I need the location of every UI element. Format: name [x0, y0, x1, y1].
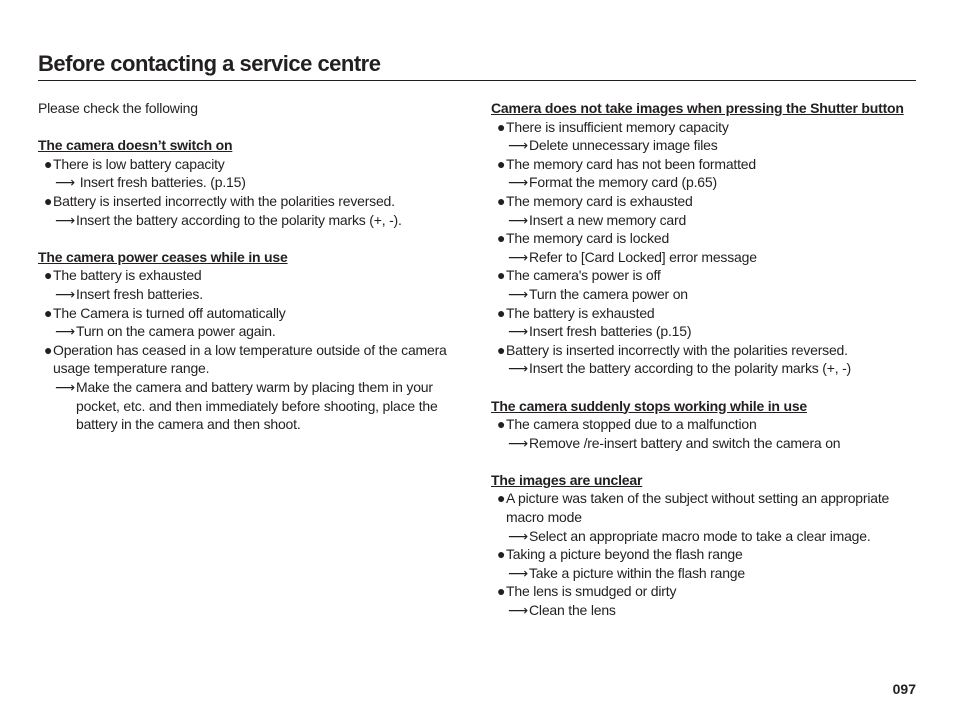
arrow-icon: ⟶ — [508, 434, 528, 451]
solution-text: Insert fresh batteries. — [76, 285, 203, 302]
section-heading: Camera does not take images when pressing the Shutter button — [491, 100, 904, 116]
bullet-icon: ● — [497, 490, 506, 507]
arrow-icon: ⟶ — [508, 137, 528, 154]
item-text: Taking a picture beyond the flash range — [506, 546, 743, 563]
solution-item — [491, 527, 921, 546]
page-number: 097 — [892, 681, 916, 697]
page-title: Before contacting a service centre — [38, 51, 381, 76]
solution-text: Format the memory card (p.65) — [529, 174, 717, 191]
item-text: The battery is exhausted — [506, 304, 655, 321]
section-heading: The images are unclear — [491, 471, 643, 488]
list-item — [491, 155, 921, 174]
arrow-icon: ⟶ — [55, 285, 75, 302]
solution-text: Take a picture within the flash range — [529, 564, 745, 581]
solution-item — [38, 211, 468, 230]
list-item — [38, 192, 468, 211]
bullet-icon: ● — [497, 546, 506, 563]
solution-text-continued: pocket, etc. and then immediately before shooting, place the — [76, 397, 438, 414]
list-item — [491, 192, 921, 211]
right-column — [491, 99, 921, 620]
item-text: Battery is inserted incorrectly with the polarities reversed. — [506, 341, 848, 358]
solution-item — [491, 248, 921, 267]
list-item — [38, 266, 468, 285]
item-text: The camera's power is off — [506, 267, 661, 284]
bullet-icon: ● — [497, 230, 506, 247]
item-text-continued: usage temperature range. — [53, 360, 210, 377]
item-text: There is low battery capacity — [53, 155, 225, 172]
solution-item — [491, 434, 921, 453]
solution-text: Refer to [Card Locked] error message — [529, 248, 757, 265]
item-text: Operation has ceased in a low temperature outside of the camera — [53, 341, 447, 358]
solution-item — [491, 211, 921, 230]
arrow-icon: ⟶ — [55, 174, 75, 191]
section-heading: The camera suddenly stops working while in use — [491, 397, 807, 414]
bullet-icon: ● — [497, 304, 506, 321]
list-item — [491, 415, 921, 434]
item-text: The memory card is locked — [506, 230, 670, 247]
solution-item — [491, 601, 921, 620]
solution-text: Insert a new memory card — [529, 211, 687, 228]
bullet-icon: ● — [44, 155, 53, 172]
bullet-icon: ● — [497, 341, 506, 358]
solution-item — [38, 173, 468, 192]
title-divider — [38, 80, 916, 81]
arrow-icon: ⟶ — [508, 248, 528, 265]
solution-text: Insert the battery according to the polarity marks (+, -). — [76, 211, 402, 228]
solution-text: Insert fresh batteries (p.15) — [529, 323, 692, 340]
item-text: Battery is inserted incorrectly with the polarities reversed. — [53, 192, 395, 209]
section-heading: The camera doesn’t switch on — [38, 137, 233, 154]
arrow-icon: ⟶ — [508, 564, 528, 581]
bullet-icon: ● — [497, 118, 506, 135]
bullet-icon: ● — [44, 192, 53, 209]
solution-item — [491, 173, 921, 192]
bullet-icon: ● — [497, 155, 506, 172]
list-item — [491, 118, 921, 137]
solution-text-continued: battery in the camera and then shoot. — [76, 416, 301, 433]
bullet-icon: ● — [497, 267, 506, 284]
bullet-icon: ● — [44, 267, 53, 284]
solution-item — [491, 136, 921, 155]
item-text: The memory card is exhausted — [506, 192, 693, 209]
list-item — [491, 582, 921, 601]
list-item — [38, 304, 468, 323]
solution-item — [38, 322, 468, 341]
arrow-icon: ⟶ — [508, 285, 528, 302]
solution-text: Delete unnecessary image files — [529, 137, 718, 154]
item-text: The camera stopped due to a malfunction — [506, 416, 757, 433]
arrow-icon: ⟶ — [508, 174, 528, 191]
solution-text: Clean the lens — [529, 602, 616, 619]
solution-text: Turn on the camera power again. — [76, 323, 276, 340]
arrow-icon: ⟶ — [55, 211, 75, 228]
solution-text: Remove /re-insert battery and switch the camera on — [529, 434, 841, 451]
bullet-icon: ● — [497, 583, 506, 600]
solution-item — [491, 285, 921, 304]
solution-item — [491, 359, 921, 378]
solution-text: Turn the camera power on — [529, 285, 688, 302]
item-text: The memory card has not been formatted — [506, 155, 756, 172]
list-item — [491, 266, 921, 285]
item-text: The Camera is turned off automatically — [53, 304, 286, 321]
list-item — [491, 304, 921, 323]
solution-text: Insert the battery according to the polarity marks (+, -) — [529, 360, 852, 377]
arrow-icon: ⟶ — [55, 378, 75, 395]
section-heading: The camera power ceases while in use — [38, 248, 288, 265]
list-item — [38, 155, 468, 174]
list-item — [38, 341, 468, 360]
item-text-continued: macro mode — [506, 509, 582, 526]
item-text: The battery is exhausted — [53, 267, 202, 284]
bullet-icon: ● — [44, 341, 53, 358]
item-text: There is insufficient memory capacity — [506, 118, 729, 135]
left-column — [38, 99, 468, 434]
arrow-icon: ⟶ — [508, 323, 528, 340]
solution-item — [38, 285, 468, 304]
item-text: The lens is smudged or dirty — [506, 583, 677, 600]
arrow-icon: ⟶ — [55, 323, 75, 340]
arrow-icon: ⟶ — [508, 602, 528, 619]
list-item — [491, 341, 921, 360]
bullet-icon: ● — [497, 416, 506, 433]
arrow-icon: ⟶ — [508, 360, 528, 377]
solution-item — [38, 378, 468, 434]
bullet-icon: ● — [44, 304, 53, 321]
solution-text: Select an appropriate macro mode to take a clear image. — [529, 527, 871, 544]
bullet-icon: ● — [497, 192, 506, 209]
arrow-icon: ⟶ — [508, 527, 528, 544]
list-item — [491, 545, 921, 564]
intro-text: Please check the following — [38, 100, 198, 116]
list-item — [491, 229, 921, 248]
solution-text: Insert fresh batteries. (p.15) — [76, 174, 246, 191]
arrow-icon: ⟶ — [508, 211, 528, 228]
item-text: A picture was taken of the subject without setting an appropriate — [506, 490, 890, 507]
solution-item — [491, 564, 921, 583]
solution-item — [491, 322, 921, 341]
solution-text: Make the camera and battery warm by placing them in your — [76, 378, 433, 395]
list-item — [491, 489, 921, 508]
